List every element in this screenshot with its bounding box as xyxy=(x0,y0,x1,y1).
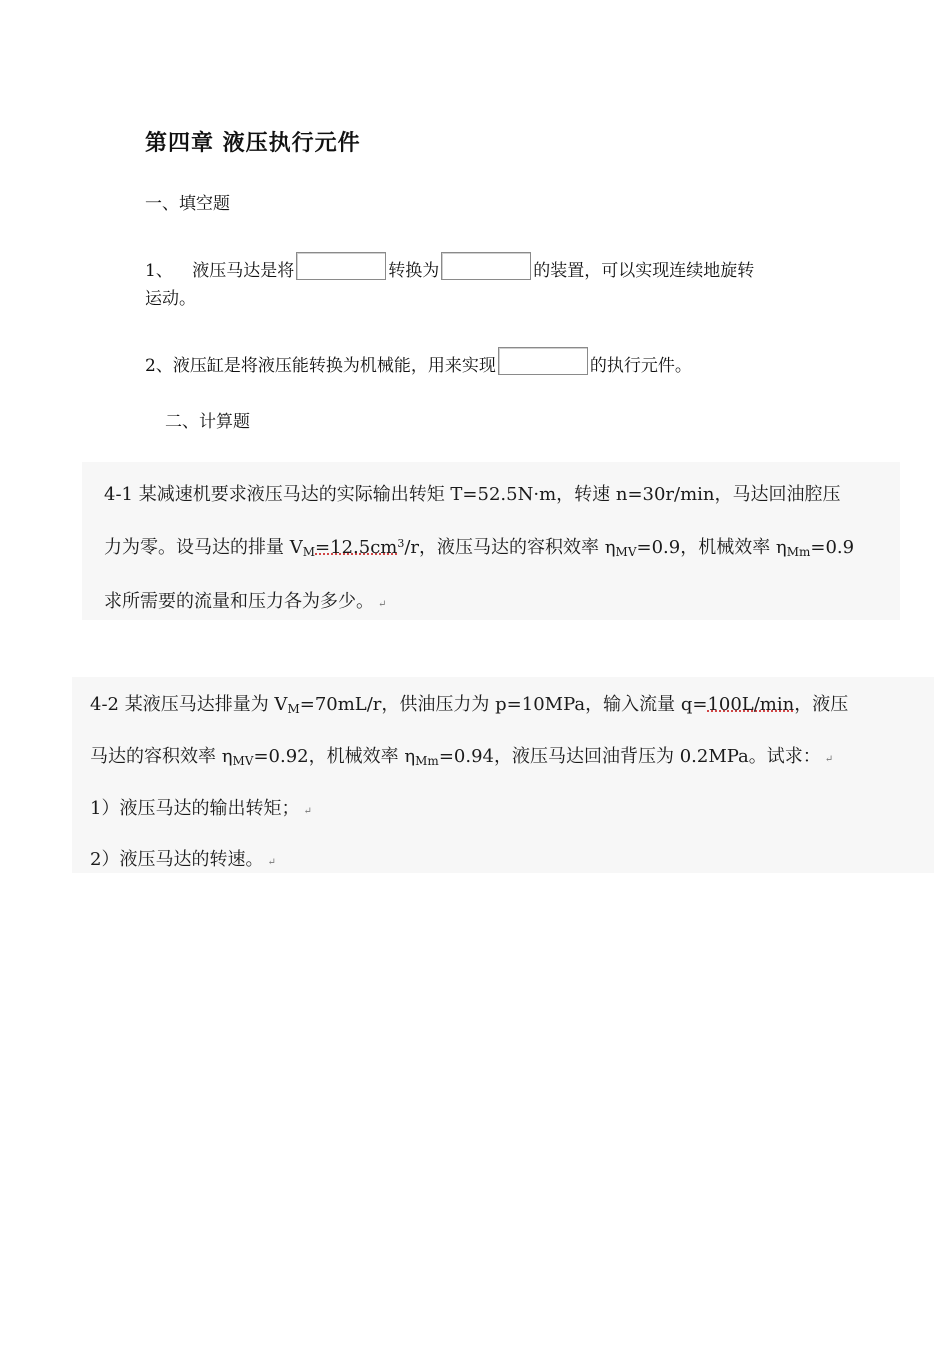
section-heading-fill-blank: 一、填空题 xyxy=(145,194,230,214)
answer-blank-1[interactable] xyxy=(296,252,386,280)
paragraph-mark-icon: ↵ xyxy=(267,857,276,868)
question-1-continuation: 运动。 xyxy=(145,289,196,309)
answer-blank-3[interactable] xyxy=(498,347,588,375)
question-1-text-c: 的装置，可以实现连续地旋转 xyxy=(533,261,755,281)
paragraph-mark-icon: ↵ xyxy=(303,806,312,817)
problem-4-1-line-1: 4-1 某减速机要求液压马达的实际输出转矩 T=52.5N·m，转速 n=30r/min，马达回油腔压 xyxy=(104,484,841,505)
answer-blank-2[interactable] xyxy=(441,252,531,280)
problem-4-2-line-3: 1）液压马达的输出转矩； ↵ xyxy=(90,798,312,819)
problem-4-2-line-1: 4-2 某液压马达排量为 $V_M=70mL/r$，供油压力为 p=10MPa，输入流量 q=100L/min，液压 xyxy=(90,694,849,716)
question-2-text-a: 2、液压缸是将液压能转换为机械能，用来实现 xyxy=(145,356,496,376)
paragraph-mark-icon: ↵ xyxy=(824,754,834,765)
problem-4-1-line-2: 力为零。设马达的排量 $V_M=12.5cm^3/r$，液压马达的容积效率 $\eta_{MV}=0.9$，机械效率 $\eta_{Mm}=0.9$ xyxy=(104,537,855,559)
problem-4-1-line-3: 求所需要的流量和压力各为多少。 ↵ xyxy=(104,591,387,612)
question-1-number: 1、 xyxy=(145,261,173,281)
question-1-text-b: 转换为 xyxy=(388,261,440,281)
chapter-title: 第四章 液压执行元件 xyxy=(145,130,361,156)
question-2-text-b: 的执行元件。 xyxy=(589,356,692,376)
question-2 xyxy=(145,347,692,381)
problem-4-2-line-2: 马达的容积效率 $\eta_{MV}=0.92$，机械效率 $\eta_{Mm}=0.94$，液压马达回油背压为 0.2MPa。试求： ↵ xyxy=(90,746,834,768)
paragraph-mark-icon: ↵ xyxy=(378,599,387,610)
problem-4-2-image xyxy=(72,677,934,873)
problem-4-1-image xyxy=(82,462,900,620)
question-1-text-a: 液压马达是将 xyxy=(192,261,295,281)
problem-4-2-line-4: 2）液压马达的转速。 ↵ xyxy=(90,849,276,870)
section-heading-calculation: 二、计算题 xyxy=(165,412,250,432)
question-1 xyxy=(145,252,754,286)
